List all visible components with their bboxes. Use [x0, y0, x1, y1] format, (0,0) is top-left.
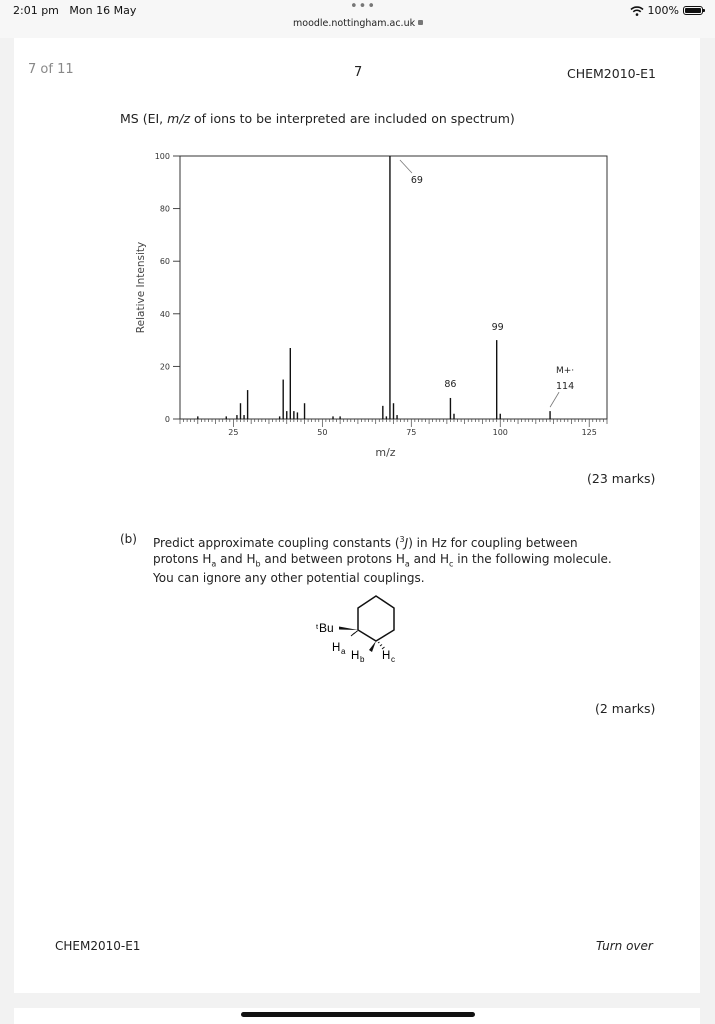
peak-label-99: 99 [491, 322, 504, 334]
question-b-label: (b) [120, 532, 137, 546]
plot-frame [180, 156, 607, 419]
status-time: 2:01 pm Mon 16 May [13, 4, 137, 17]
ms-heading: MS (EI, m/z of ions to be interpreted are included on spectrum) [120, 111, 515, 126]
battery-icon [683, 6, 703, 15]
turn-over-label: Turn over [596, 939, 653, 953]
status-right [630, 4, 703, 17]
leader-114 [550, 392, 559, 407]
page-indicator: 7 of 11 [28, 62, 74, 77]
question-b-line-2: protons $H_a$ and $H_b$ and between protons $H_a$ and $H_c$ in the following molecule. [153, 551, 612, 568]
peak-label-69: 69 [410, 175, 423, 186]
hc-hash-bond [378, 642, 385, 649]
molecular-ion-label: M+· [555, 366, 575, 377]
y-tick-label: 60 [159, 257, 170, 267]
tbu-label: Bu [319, 621, 334, 635]
question-b-line-1: Predict approximate coupling constants ($^3$J) in Hz for coupling between [153, 535, 578, 550]
ha-hash-bond [351, 631, 358, 636]
x-tick-label: 50 [317, 428, 328, 437]
tbu-sup-label: t [316, 622, 319, 631]
y-tick-label: 40 [159, 309, 170, 319]
x-tick-label: 25 [228, 428, 239, 437]
hb-sub-label: b [360, 655, 365, 664]
x-axis-label: m/z [375, 446, 396, 459]
leader-69 [400, 160, 412, 173]
url-text: moodle.nottingham.ac.uk [293, 18, 416, 29]
marks-part-a: (23 marks) [587, 471, 656, 486]
y-tick-label: 20 [159, 362, 170, 372]
page-number: 7 [354, 65, 363, 80]
lock-icon [418, 20, 423, 25]
course-code-header: CHEM2010-E1 [567, 66, 656, 81]
mass-spectrum-chart [122, 136, 682, 466]
hb-label: H [351, 650, 360, 662]
peak-label-114: 114 [555, 381, 575, 393]
tbu-wedge-bond [339, 627, 358, 631]
hb-wedge-bond [369, 641, 376, 652]
question-b-text [153, 532, 673, 587]
x-tick-label: 100 [492, 428, 508, 437]
status-date: Mon 16 May [69, 4, 137, 17]
cyclohexane-ring [358, 596, 394, 641]
x-tick-label: 75 [406, 428, 417, 437]
hc-label: H [382, 650, 391, 662]
question-b-line-3: You can ignore any other potential couplings. [153, 571, 425, 586]
document-page [14, 38, 700, 993]
home-indicator[interactable] [241, 1012, 475, 1017]
ha-sub-label: a [341, 647, 346, 656]
y-axis-label: Relative Intensity [135, 241, 147, 334]
y-tick-label: 80 [159, 204, 170, 214]
x-tick-label: 125 [581, 428, 597, 437]
url-bar[interactable] [293, 18, 423, 29]
marks-part-b: (2 marks) [595, 701, 656, 716]
cyclohexane-molecule-diagram [310, 590, 420, 675]
battery-percent: 100% [647, 4, 679, 17]
y-tick-label: 100 [154, 152, 170, 161]
course-code-footer: CHEM2010-E1 [55, 939, 141, 953]
peak-label-86: 86 [444, 378, 457, 390]
ha-label: H [332, 642, 341, 654]
status-bar [0, 0, 715, 38]
y-tick-label: 0 [164, 415, 170, 424]
hc-sub-label: c [391, 655, 395, 664]
wifi-icon [630, 6, 644, 16]
more-options-icon[interactable]: ••• [350, 0, 377, 14]
